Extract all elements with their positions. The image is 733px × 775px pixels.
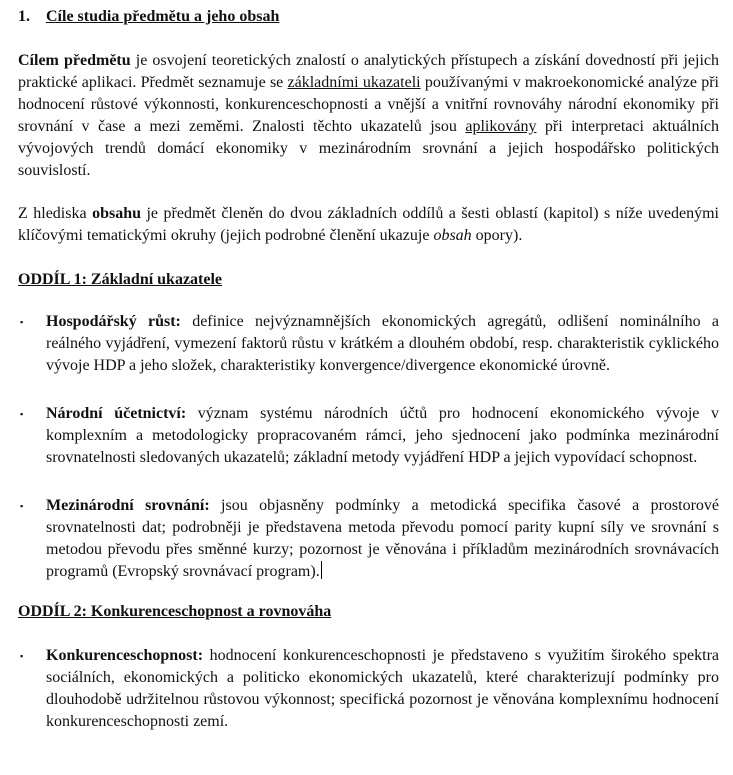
bullet-text: hodnocení konkurenceschopnosti je představeno s využitím širokého spektra sociálních, ekonomických a politicko ekonomických ukazatelů, které charakterizují podmínky pro dlouhodobě udržitelnou růstovou výkonnost; specifická pozornost je věnována komplexnímu hodnocení konkurenceschopnosti zemí.	[46, 647, 719, 730]
intro-underlined-1: základními ukazateli	[287, 74, 421, 91]
content-text-3: opory).	[471, 227, 523, 244]
bullet-item-konkurenceschopnost	[18, 645, 719, 733]
intro-lead: Cílem předmětu	[18, 52, 131, 69]
chapter-title: Cíle studia předmětu a jeho obsah	[46, 8, 280, 25]
bullet-square-icon: ▪	[20, 409, 24, 419]
bullet-square-icon: ▪	[20, 651, 24, 661]
intro-text-1: je osvojení teoretických znalostí o analytických přístupech a získání dovedností při jejich praktické aplikaci. Předmět seznamuje se	[18, 52, 720, 91]
intro-paragraph	[18, 50, 719, 182]
content-text-1: Z hlediska	[18, 205, 93, 222]
bullet-item-narodni-ucetnictvi	[18, 403, 719, 469]
intro-underlined-2: aplikovány	[465, 118, 537, 135]
bullet-square-icon: ▪	[20, 317, 24, 327]
bullet-term: Konkurenceschopnost:	[46, 647, 204, 664]
chapter-number: 1.	[18, 8, 30, 25]
text-cursor[interactable]	[321, 561, 322, 579]
bullet-term: Hospodářský růst:	[46, 313, 181, 330]
bullet-square-icon: ▪	[20, 501, 24, 511]
bullet-text: jsou objasněny podmínky a metodická specifika časové a prostorové srovnatelnosti dat; podrobněji je představena metoda převodu pomocí parity kupní síly ve srovnání s metodou převodu přes směnné kurzy; pozornost je věnována i příkladům mezinárodních srovnávacích programů (Evropský srovnávací program).	[46, 497, 719, 580]
bullet-text: význam systému národních účtů pro hodnocení ekonomického vývoje v komplexním a metodologicky propracovaném rámci, jeho sjednocení jako podmínka mezinárodní srovnatelnosti sledovaných ukazatelů; základní metody vyjádření HDP a jejich vypovídací schopnost.	[46, 405, 719, 466]
bullet-term: Mezinárodní srovnání:	[46, 497, 210, 514]
section-1-title: ODDÍL 1: Základní ukazatele	[18, 271, 223, 288]
intro-text-3: při interpretaci aktuálních vývojových trendů domácí ekonomiky v mezinárodním srovnání a jejich hospodářsko politických souvislostí.	[18, 118, 720, 179]
bullet-term: Národní účetnictví:	[46, 405, 187, 422]
content-paragraph	[18, 203, 719, 247]
section-2-title: ODDÍL 2: Konkurenceschopnost a rovnováha	[18, 603, 332, 620]
content-bold: obsahu	[92, 205, 141, 222]
bullet-item-hospodarsky-rust	[18, 311, 719, 377]
bullet-text: definice nejvýznamnějších ekonomických agregátů, odlišení nominálního a reálného vyjádření, vymezení faktorů růstu v krátkém a dlouhém období, resp. charakteristik cyklického vývoje HDP a jeho složek, charakteristiky konvergence/divergence ekonomické úrovně.	[46, 313, 719, 374]
content-italic: obsah	[433, 227, 472, 244]
content-text-2: je předmět členěn do dvou základních oddílů a šesti oblastí (kapitol) s níže uvedenými klíčovými tematickými okruhy (jejich podrobné členění ukazuje	[18, 205, 720, 244]
intro-text-2: používanými v makroekonomické analýze při hodnocení růstové výkonnosti, konkurenceschopnosti a vnější a vnitřní rovnováhy národní ekonomiky při srovnání v čase a mezi zeměmi. Znalosti těchto ukazatelů jsou	[18, 74, 720, 135]
bullet-item-mezinarodni-srovnani	[18, 495, 719, 583]
chapter-heading	[18, 6, 719, 28]
